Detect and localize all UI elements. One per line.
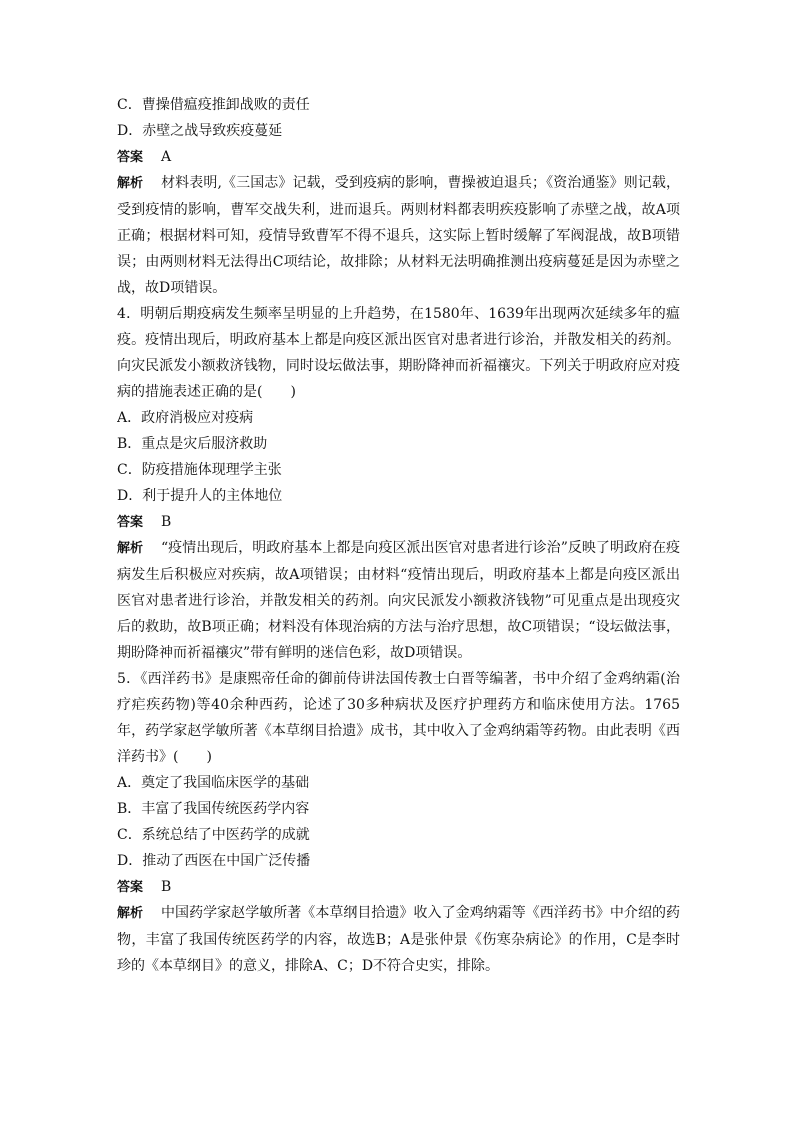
answer-value: B (161, 514, 172, 530)
answer-value: B (161, 879, 172, 895)
q4-analysis (117, 535, 680, 666)
answer-label: 答案 (117, 150, 144, 165)
q5-analysis (117, 900, 680, 979)
q3-option-d: D．赤壁之战导致疾疫蔓延 (117, 123, 283, 139)
q5-option-d: D．推动了西医在中国广泛传播 (117, 853, 311, 869)
q5-option-b: B．丰富了我国传统医药学内容 (117, 801, 310, 817)
q3-analysis (117, 170, 680, 301)
q4-option-d: D．利于提升人的主体地位 (117, 488, 283, 504)
q3-answer (117, 144, 680, 170)
analysis-label: 解析 (117, 176, 144, 191)
q4-option-c: C．防疫措施体现理学主张 (117, 462, 282, 478)
q4-option-b: B．重点是灾后服济救助 (117, 436, 268, 452)
analysis-text: “疫情出现后，明政府基本上都是向疫区派出医官对患者进行诊治”反映了明政府在疫病发生后积极应对疾病，故A项错误；由材料“疫情出现后，明政府基本上都是向疫区派出医官对患者进行诊治，并散发相关的药剂。向灾民派发小额救济钱物”可见重点是出现疫灾后的救助，故B项正确；材料没有体现治病的方法与治疗思想，故C项错误；“设坛做法事，期盼降神而祈福禳灾”带有鲜明的迷信色彩，故D项错误。 (117, 540, 680, 661)
answer-label: 答案 (117, 880, 144, 895)
analysis-text: 中国药学家赵学敏所著《本草纲目拾遗》收入了金鸡纳霜等《西洋药书》中介绍的药物，丰富了我国传统医药学的内容，故选B；A是张仲景《伤寒杂病论》的作用，C是李时珍的《本草纲目》的意义，排除A、C；D不符合史实，排除。 (117, 905, 680, 974)
answer-label: 答案 (117, 515, 144, 530)
q4-stem: 4．明朝后期疫病发生频率呈明显的上升趋势，在1580年、1639年出现两次延续多年的瘟疫。疫情出现后，明政府基本上都是向疫区派出医官对患者进行诊治，并散发相关的药剂。向灾民派发小额救济钱物，同时设坛做法事，期盼降神而祈福禳灾。下列关于明政府应对疫病的措施表述正确的是( ) (117, 306, 680, 400)
q4-option-a: A．政府消极应对疫病 (117, 410, 254, 426)
q5-answer (117, 874, 680, 900)
document-page (117, 92, 680, 979)
q5-option-a: A．奠定了我国临床医学的基础 (117, 775, 310, 791)
answer-value: A (161, 149, 172, 165)
q4-answer (117, 509, 680, 535)
analysis-text: 材料表明,《三国志》记载，受到疫病的影响，曹操被迫退兵；《资治通鉴》则记载，受到疫情的影响，曹军交战失利，进而退兵。两则材料都表明疾疫影响了赤壁之战，故A项正确；根据材料可知，疫情导致曹军不得不退兵，这实际上暂时缓解了军阀混战，故B项错误；由两则材料无法得出C项结论，故排除；从材料无法明确推测出疫病蔓延是因为赤壁之战，故D项错误。 (117, 175, 680, 296)
analysis-label: 解析 (117, 906, 144, 921)
q5-stem: 5．《西洋药书》是康熙帝任命的御前侍讲法国传教士白晋等编著，书中介绍了金鸡纳霜(治疗疟疾药物)等40余种西药，论述了30多种病状及医疗护理药方和临床使用方法。1765年，药学家赵学敏所著《本草纲目拾遗》成书，其中收入了金鸡纳霜等药物。由此表明《西洋药书》( ) (117, 671, 680, 765)
analysis-label: 解析 (117, 541, 144, 556)
q3-option-c: C．曹操借瘟疫推卸战败的责任 (117, 97, 310, 113)
q5-option-c: C．系统总结了中医药学的成就 (117, 827, 310, 843)
